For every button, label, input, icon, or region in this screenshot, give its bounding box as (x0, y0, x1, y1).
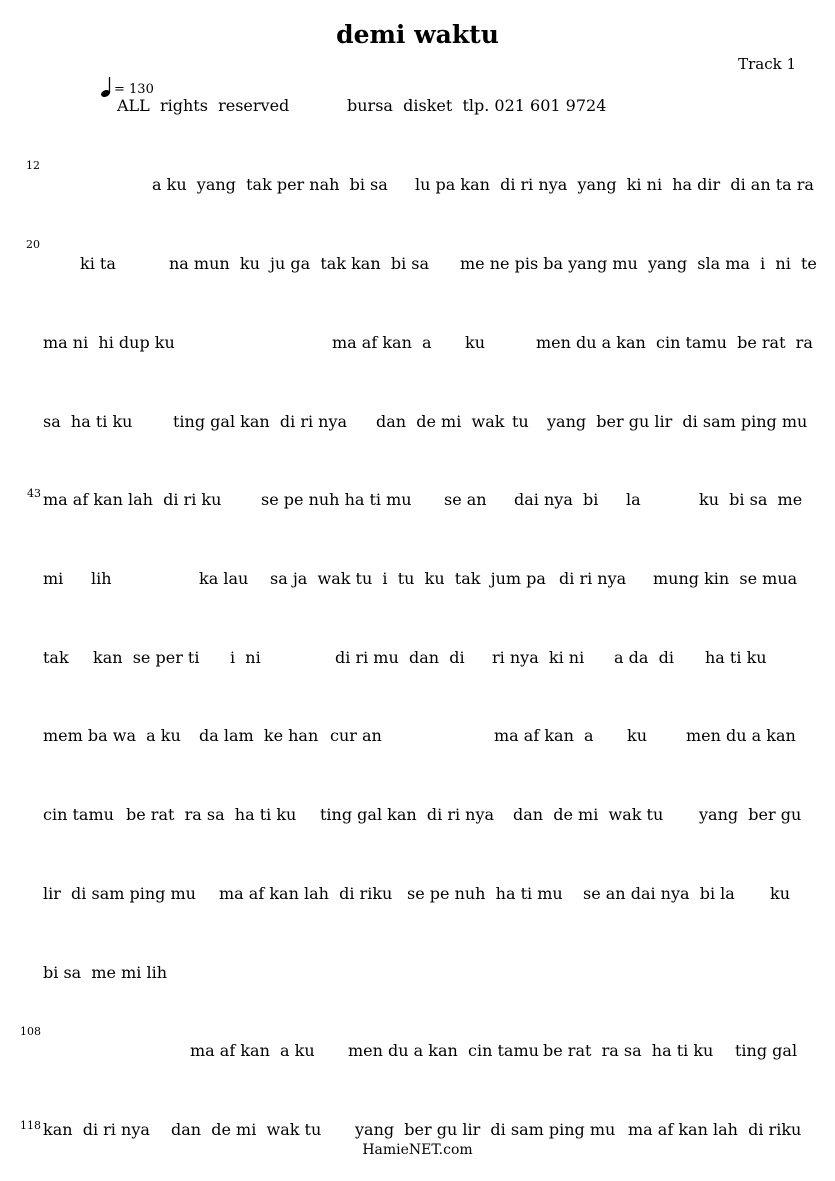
lyric-phrase: ku (770, 884, 790, 903)
lyric-phrase: sa ha ti ku (43, 412, 133, 431)
lyric-line (43, 1120, 802, 1142)
contact-text: bursa disket tlp. 021 601 9724 (347, 96, 607, 115)
lyric-line (43, 963, 795, 985)
lyric-phrase: da lam ke han (199, 726, 319, 745)
lyric-phrase: sa ja wak tu i tu ku tak jum pa (270, 569, 546, 588)
song-title: demi waktu (336, 20, 499, 49)
lyric-line (43, 333, 813, 355)
footer-credit: HamieNET.com (362, 1142, 473, 1158)
lyric-phrase: dan de mi wak (376, 412, 505, 431)
lyric-line (43, 805, 802, 827)
lyric-phrase: dan de mi wak tu (513, 805, 664, 824)
lyric-phrase: ma af kan lah di riku (219, 884, 393, 903)
lyric-phrase: ting gal kan di ri nya (320, 805, 495, 824)
lyric-phrase: lir di sam ping mu (43, 884, 196, 903)
lyric-phrase: lih (91, 569, 112, 588)
lyric-phrase: a da di (614, 648, 674, 667)
lyric-phrase: ku (465, 333, 485, 352)
lyric-phrase: ma ni hi dup ku (43, 333, 175, 352)
lyric-phrase: men du a kan (686, 726, 796, 745)
lyric-phrase: kan se per ti (93, 648, 200, 667)
lyric-phrase: cur an (330, 726, 382, 745)
lyric-phrase: kan di ri nya (43, 1120, 150, 1139)
lyric-phrase: mi (43, 569, 64, 588)
bar-number-43: 43 (27, 487, 41, 500)
lyric-phrase: ka lau (199, 569, 249, 588)
lyric-phrase: ma af kan a ku (190, 1041, 315, 1060)
lyric-phrase: di ri nya (559, 569, 627, 588)
lyric-line (43, 569, 798, 591)
track-label: Track 1 (738, 55, 796, 73)
tempo-marking (100, 76, 154, 98)
lyric-phrase: ting gal (735, 1041, 798, 1060)
lyric-phrase: i ni (230, 648, 261, 667)
lyric-phrase: men du a kan cin tamu be rat ra (536, 333, 813, 352)
lyric-line (43, 490, 803, 512)
lyric-phrase: mem ba wa a ku (43, 726, 181, 745)
lyric-phrase: se pe nuh ha ti mu (261, 490, 412, 509)
bar-number-118: 118 (20, 1119, 41, 1132)
tempo-value: = 130 (114, 82, 154, 97)
lyric-line (43, 254, 817, 276)
lyric-phrase: be rat ra sa ha ti ku (543, 1041, 714, 1060)
lyric-phrase: ki ta (80, 254, 116, 273)
lyric-phrase: ma af kan a (494, 726, 594, 745)
lyric-phrase: dai nya bi (514, 490, 599, 509)
lyric-phrase: bi sa me mi lih (43, 963, 168, 982)
lyric-phrase: ma af kan lah di ri ku (43, 490, 222, 509)
lyric-phrase: tak (43, 648, 69, 667)
lyric-line (43, 648, 795, 670)
lyric-phrase: la (626, 490, 641, 509)
bar-number-12: 12 (26, 159, 40, 172)
lyric-phrase: na mun ku ju ga tak kan bi sa (169, 254, 430, 273)
lyric-phrase: me ne pis ba yang mu yang sla ma i ni te (460, 254, 817, 273)
lyric-phrase: lu pa kan di ri nya yang ki ni ha dir di an ta ra (415, 175, 814, 194)
bar-number-20: 20 (26, 238, 40, 251)
lyric-phrase: men du a kan cin tamu (348, 1041, 539, 1060)
lyric-phrase: ma af kan lah di riku (628, 1120, 802, 1139)
lyric-phrase: cin tamu (43, 805, 114, 824)
lyric-phrase: ri nya ki ni (492, 648, 585, 667)
lyric-phrase: yang ber gu lir di sam ping mu (355, 1120, 616, 1139)
lyric-phrase: a ku yang tak per nah bi sa (152, 175, 388, 194)
quarter-note-icon (100, 76, 112, 98)
lyric-phrase: ku (627, 726, 647, 745)
lyric-phrase: be rat ra sa ha ti ku (126, 805, 297, 824)
lyric-phrase: dan de mi wak tu (171, 1120, 322, 1139)
lyric-phrase: se an dai nya bi la (583, 884, 735, 903)
lyric-line (43, 1041, 798, 1063)
lyric-phrase: yang ber gu lir di sam ping mu (547, 412, 808, 431)
lyric-phrase: di ri mu dan di (335, 648, 465, 667)
lyric-phrase: tu (512, 412, 529, 431)
copyright-text: ALL rights reserved (117, 96, 290, 115)
lyric-phrase: mung kin se mua (653, 569, 798, 588)
lyric-phrase: se an (444, 490, 487, 509)
lyric-phrase: yang ber gu (699, 805, 802, 824)
lyric-line (43, 726, 795, 748)
lyric-line (43, 175, 814, 197)
lyric-phrase: ha ti ku (705, 648, 767, 667)
lyric-line (43, 412, 808, 434)
lyric-line (43, 884, 795, 906)
lyric-phrase: se pe nuh ha ti mu (407, 884, 563, 903)
lyric-phrase: ma af kan a (332, 333, 432, 352)
lyric-phrase: ting gal kan di ri nya (173, 412, 348, 431)
lyric-phrase: ku bi sa me (699, 490, 803, 509)
bar-number-108: 108 (20, 1025, 41, 1038)
